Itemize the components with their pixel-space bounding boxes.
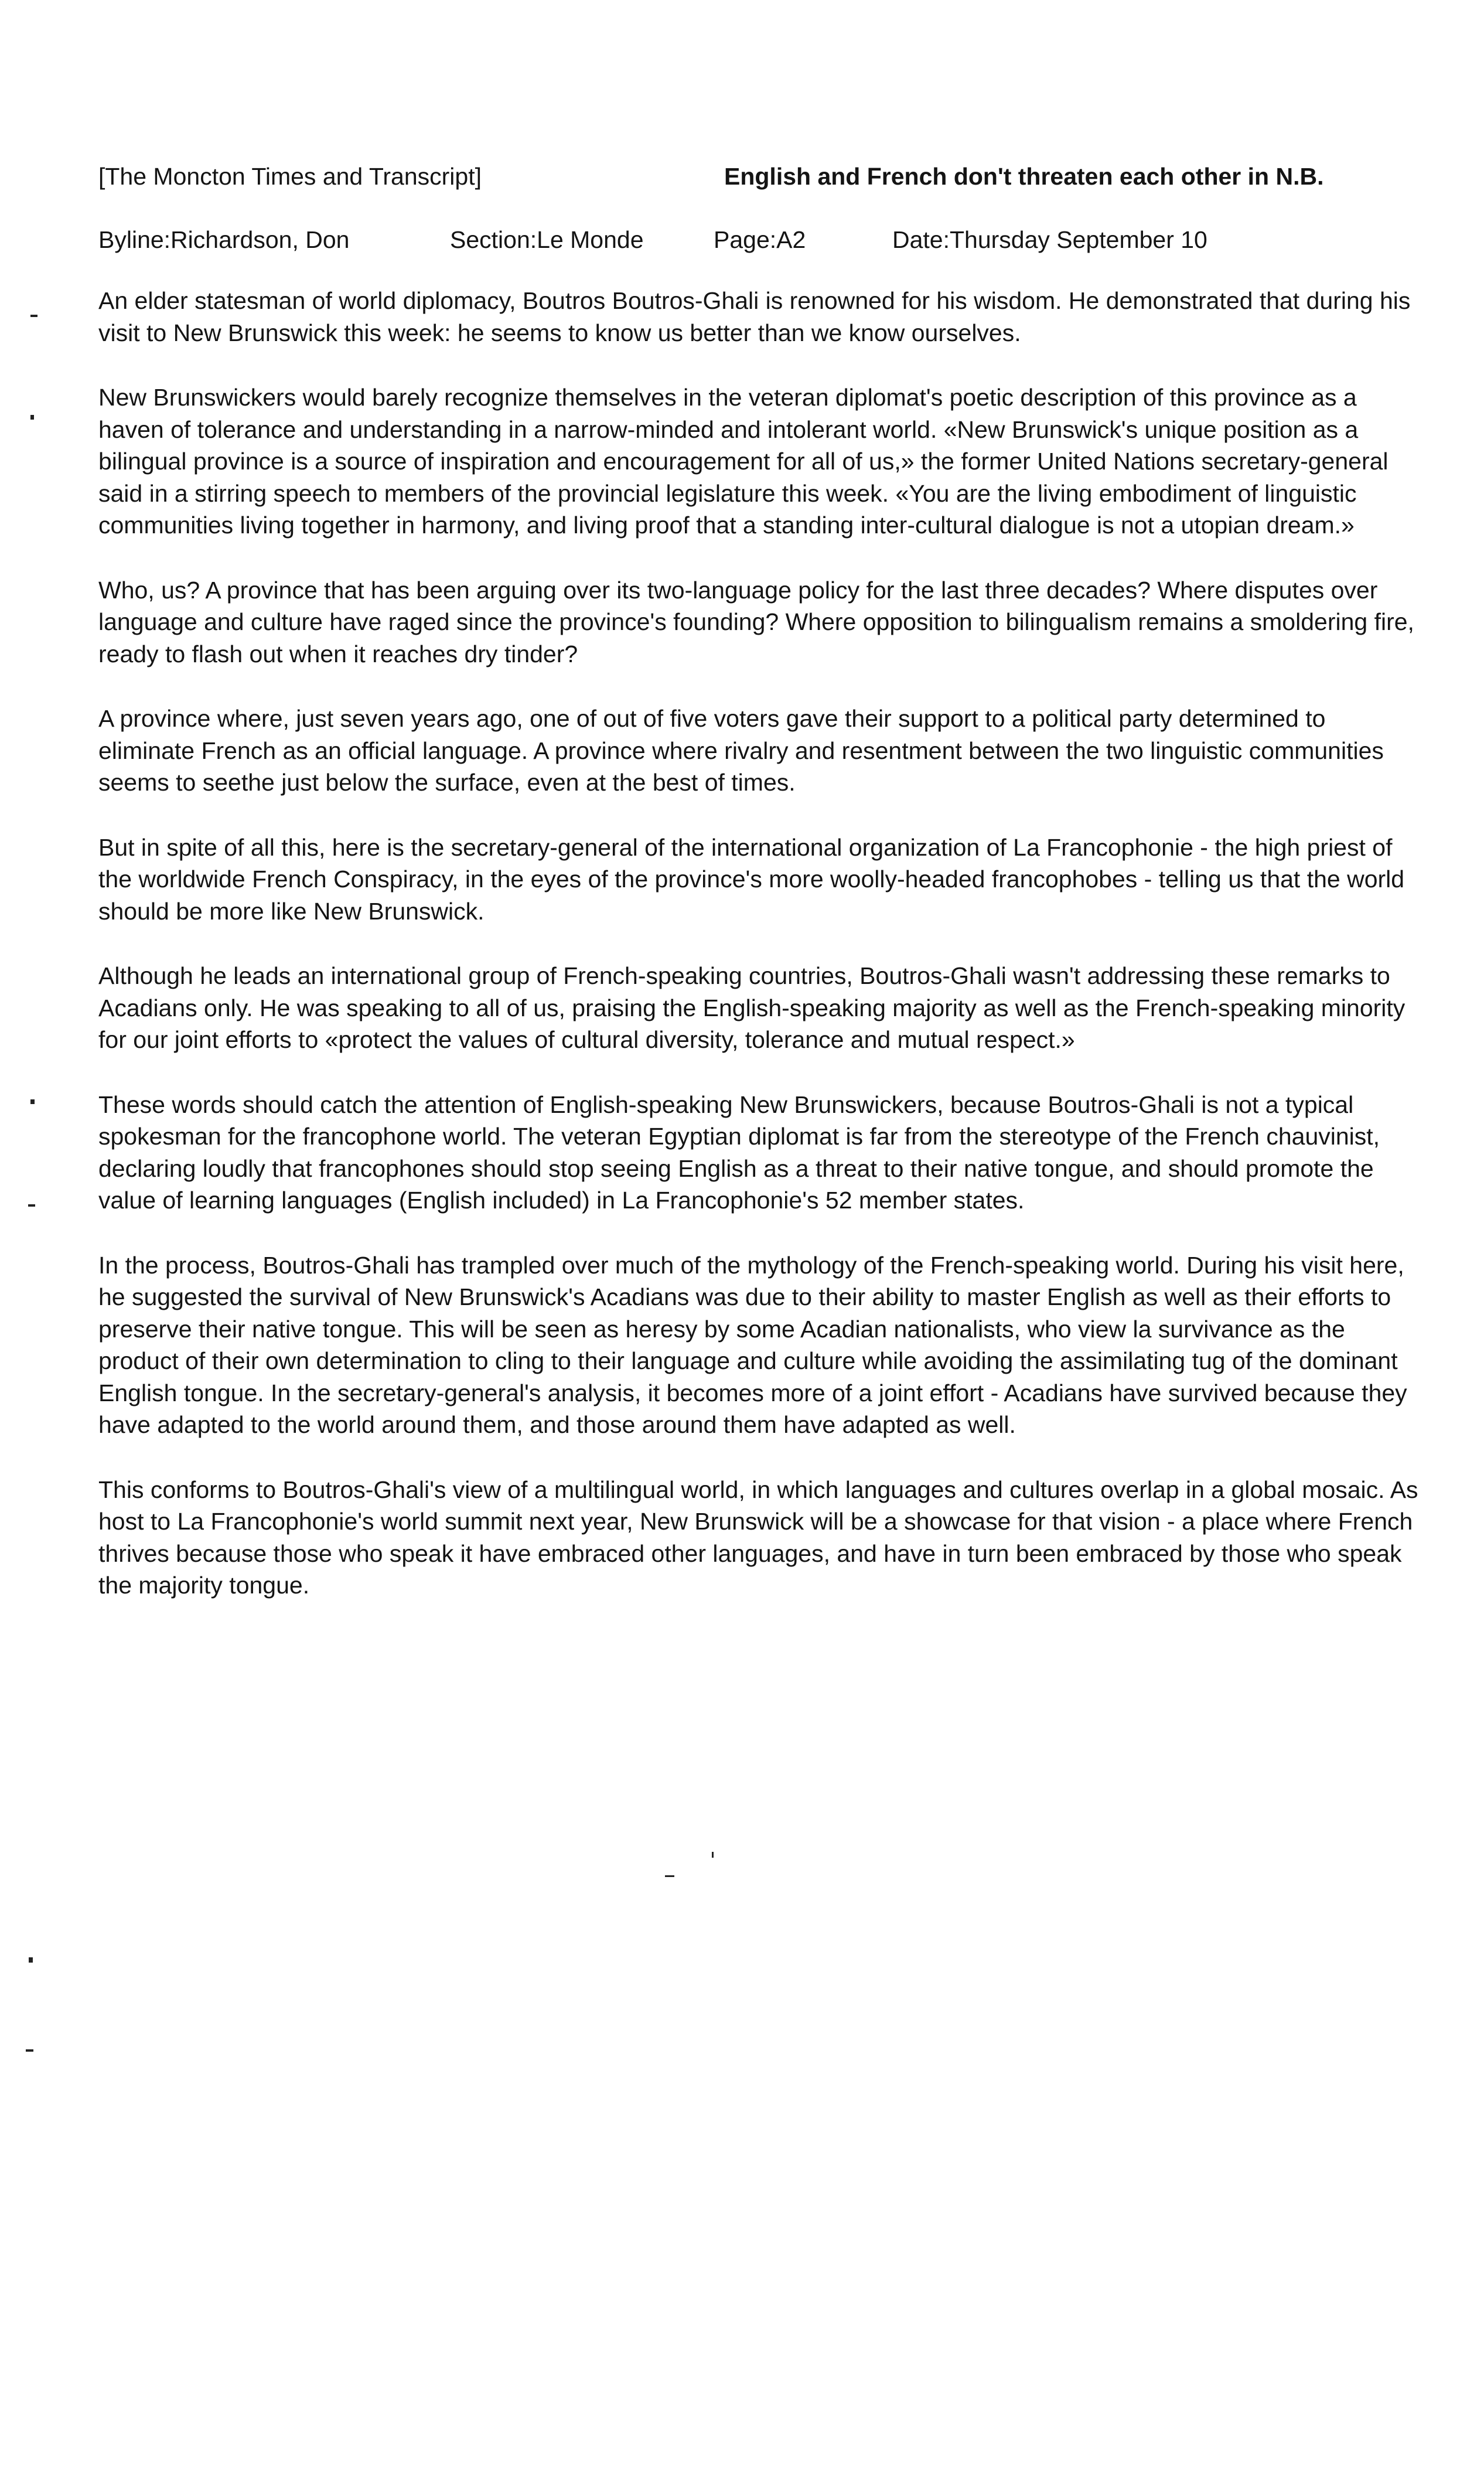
scan-mark	[30, 315, 37, 317]
article-body	[98, 285, 1422, 1634]
scan-mark	[665, 1875, 674, 1877]
paragraph-3: Who, us? A province that has been arguing over its two-language policy for the last three decades? Where disputes over language and culture have raged since the province's founding? Where opposition to bilingualism remains a smoldering fire, ready to flash out when it reaches dry tinder?	[98, 576, 1414, 667]
scan-mark	[30, 1099, 35, 1104]
byline: Byline:Richardson, Don	[98, 226, 350, 253]
article-header	[98, 158, 1323, 195]
paragraph-7: These words should catch the attention of English-speaking New Brunswickers, because Boutros-Ghali is not a typical spokesman for the francophone world. The veteran Egyptian diplomat is far from the stereotype of the French chauvinist, declaring loudly that francophones should stop seeing English as a threat to their native tongue, and should promote the value of learning languages (English included) in La Francophonie's 52 member states.	[98, 1091, 1380, 1214]
article-headline: English and French don't threaten each other in N.B.	[724, 163, 1324, 190]
scan-mark	[26, 2049, 33, 2052]
publication-date: Date:Thursday September 10	[892, 226, 1207, 253]
scan-mark	[712, 1852, 714, 1858]
paragraph-4: A province where, just seven years ago, one of out of five voters gave their support to a political party determined to eliminate French as an official language. A province where rivalry and resentment between the two linguistic communities seems to seethe just below the surface, even at the best of times.	[98, 705, 1384, 796]
scan-mark	[30, 415, 34, 420]
paragraph-8: In the process, Boutros-Ghali has trampled over much of the mythology of the French-speaking world. During his visit here, he suggested the survival of New Brunswick's Acadians was due to their ability to master English as well as their efforts to preserve their native tongue. This will be seen as heresy by some Acadian nationalists, who view la survivance as the product of their own determination to cling to their language and culture while avoiding the assimilating tug of the dominant English tongue. In the secretary-general's analysis, it becomes more of a joint effort - Acadians have survived because they have adapted to the world around them, and those around them have adapted as well.	[98, 1251, 1407, 1438]
scan-mark	[28, 1204, 35, 1207]
scan-mark	[29, 1957, 33, 1963]
section-label: Section:Le Monde	[450, 226, 644, 253]
paragraph-9: This conforms to Boutros-Ghali's view of a multilingual world, in which languages and cultures overlap in a global mosaic. As host to La Francophonie's world summit next year, New Brunswick will be a showcase for that vision - a place where French thrives because those who speak it have embraced other languages, and have in turn been embraced by those who speak the majority tongue.	[98, 1476, 1418, 1599]
article-metadata	[98, 222, 1207, 258]
paragraph-5: But in spite of all this, here is the secretary-general of the international organization of La Francophonie - the high priest of the worldwide French Conspiracy, in the eyes of the province's more woolly-headed francophobes - telling us that the world should be more like New Brunswick.	[98, 833, 1405, 925]
publication-source: [The Moncton Times and Transcript]	[98, 163, 482, 190]
paragraph-2: New Brunswickers would barely recognize themselves in the veteran diplomat's poetic description of this province as a haven of tolerance and understanding in a narrow-minded and intolerant world. «New Brunswick's unique position as a bilingual province is a source of inspiration and encouragement for all of us,» the former United Nations secretary-general said in a stirring speech to members of the provincial legislature this week. «You are the living embodiment of linguistic communities living together in harmony, and living proof that a standing inter-cultural dialogue is not a utopian dream.»	[98, 384, 1389, 539]
page-number: Page:A2	[714, 226, 806, 253]
paragraph-1: An elder statesman of world diplomacy, Boutros Boutros-Ghali is renowned for his wisdom. He demonstrated that during his visit to New Brunswick this week: he seems to know us better than we know ourselves.	[98, 287, 1411, 346]
paragraph-6: Although he leads an international group of French-speaking countries, Boutros-Ghali wasn't addressing these remarks to Acadians only. He was speaking to all of us, praising the English-speaking majority as well as the French-speaking minority for our joint efforts to «protect the values of cultural diversity, tolerance and mutual respect.»	[98, 962, 1405, 1053]
